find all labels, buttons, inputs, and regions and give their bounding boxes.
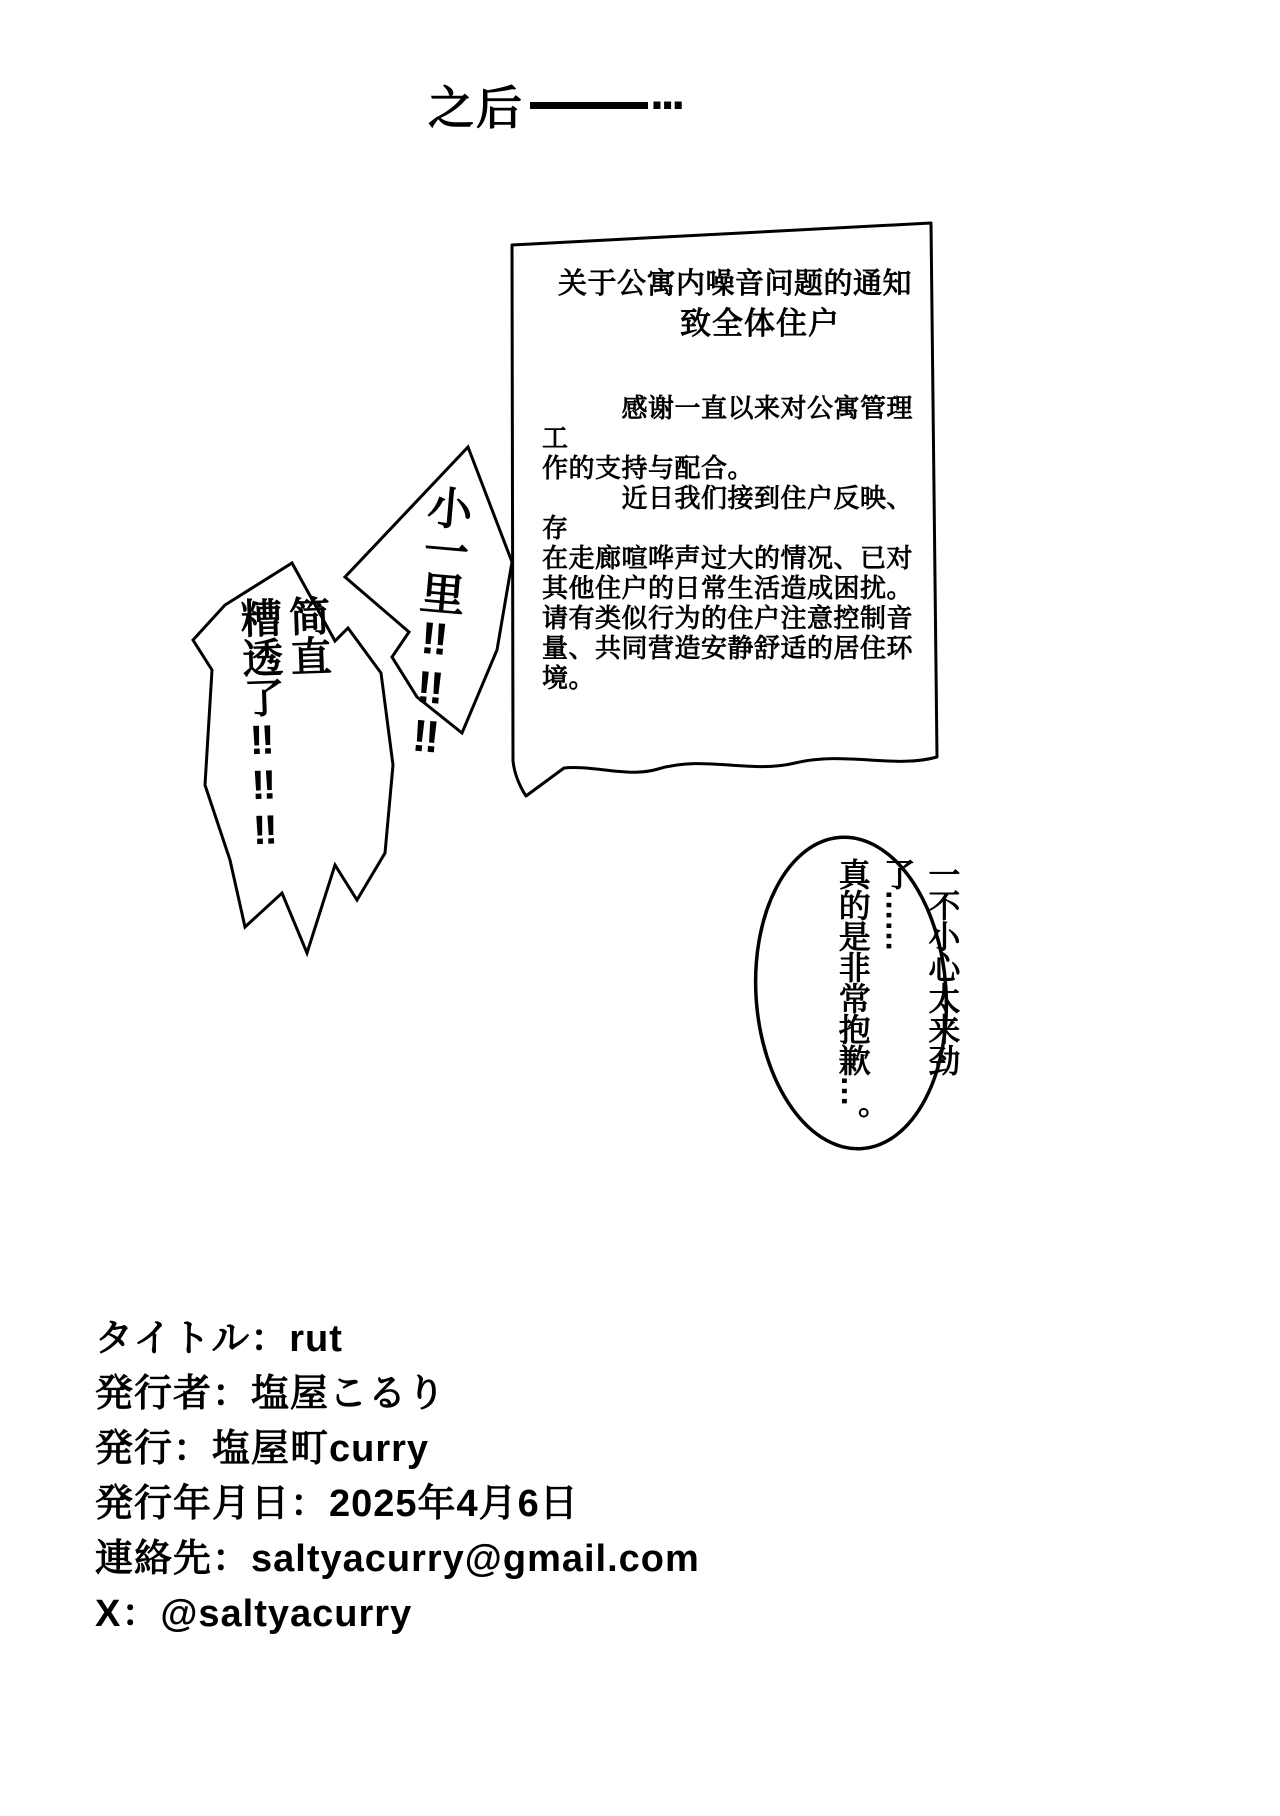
credit-title: タイトル：rut: [95, 1318, 343, 1360]
shout-left-line1: 简直: [282, 594, 332, 676]
notice-body-line: 量、共同营造安静舒适的居住环: [542, 633, 914, 663]
oval-line2: 真的是非常抱歉…。: [834, 858, 871, 1137]
after-caption: [428, 72, 682, 138]
credit-contact-email: 連絡先：saltyacurry@gmail.com: [95, 1538, 700, 1580]
notice-title: 关于公寓内噪音问题的通知: [557, 268, 912, 300]
credit-x-handle: X：@saltyacurry: [95, 1593, 413, 1635]
credits-block: [95, 1312, 700, 1642]
notice-body-line: 请有类似行为的住户注意控制音: [542, 603, 914, 633]
trailing-dots: ···: [650, 77, 682, 133]
shout-left-line2: 糟透了‼‼‼: [234, 596, 290, 853]
oval-line1: 一不小心太来劲了……: [879, 858, 961, 1075]
credit-publisher-person: 発行者：塩屋こるり: [95, 1373, 447, 1415]
after-caption-text: 之后: [428, 82, 524, 134]
notice-body-line: 近日我们接到住户反映、存: [542, 483, 914, 543]
notice-subtitle: 致全体住户: [680, 306, 840, 341]
notice-paper: [500, 195, 950, 820]
credit-date: 発行年月日：2025年4月6日: [95, 1483, 579, 1525]
shout-bubble-left-text: [233, 594, 340, 897]
dash-line: [530, 102, 648, 109]
credit-circle: 発行：塩屋町curry: [95, 1428, 430, 1470]
notice-body: [542, 393, 936, 693]
oval-bubble-text: [830, 858, 964, 1158]
shout-bubble-right-text: 小一里‼‼‼: [398, 482, 474, 762]
notice-body-line: 在走廊喧哗声过大的情况、已对: [542, 543, 914, 573]
notice-body-line: 其他住户的日常生活造成困扰。: [542, 573, 914, 603]
notice-body-line: 感谢一直以来对公寓管理工: [542, 393, 914, 453]
notice-body-line: 作的支持与配合。: [542, 453, 755, 483]
notice-body-line: 境。: [542, 663, 596, 693]
